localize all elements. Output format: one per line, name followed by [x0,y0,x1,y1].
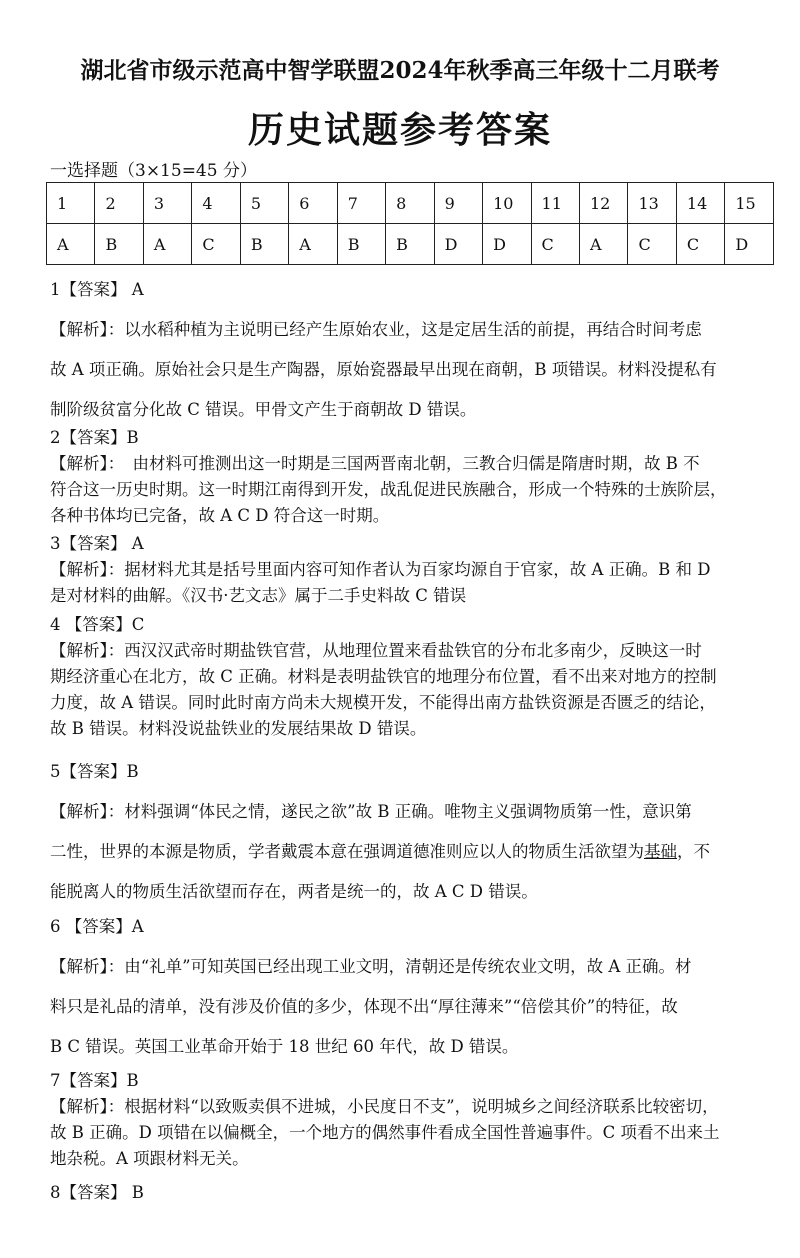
explanation-line: 能脱离人的物质生活欲望而存在，两者是统一的，故 A C D 错误。 [50,882,538,901]
question-number-cell: 9 [434,183,482,224]
document-subtitle: 历史试题参考答案 [247,109,552,151]
question-number-cell: 5 [240,183,288,224]
answer-cell: B [386,224,434,265]
question-number-cell: 6 [289,183,337,224]
question-number-cell: 10 [483,183,531,224]
underlined-word: 基础 [644,842,677,861]
explanation-text: ，不 [677,842,710,861]
question-number-cell: 2 [95,183,143,224]
question-number-cell: 3 [143,183,191,224]
answer-heading: 1【答案】 A [50,280,144,299]
answer-cell: A [289,224,337,265]
explanation-line: 地杂税。A 项跟材料无关。 [50,1149,249,1168]
answer-cell: B [337,224,385,265]
answer-cell: D [434,224,482,265]
explanation-line: 【解析】：材料强调“体民之情，遂民之欲”故 B 正确。唯物主义强调物质第一性，意识第 [50,802,692,821]
answer-cell: A [143,224,191,265]
question-number-row [47,183,774,224]
explanation-line: 故 B 正确。D 项错在以偏概全，一个地方的偶然事件看成全国性普遍事件。C 项看不出来土 [50,1123,720,1142]
question-number-cell: 1 [47,183,95,224]
explanation-line: 期经济重心在北方，故 C 正确。材料是表明盐铁官的地理分布位置，看不出来对地方的控制 [50,667,717,686]
answer-row [47,224,774,265]
answer-cell: C [676,224,724,265]
exam-title: 湖北省市级示范高中智学联盟2024年秋季高三年级十二月联考 [80,57,720,84]
explanation-line: 【解析】： 由材料可推测出这一时期是三国两晋南北朝，三教合归儒是隋唐时期，故 B 不 [50,454,700,473]
question-number-cell: 7 [337,183,385,224]
answer-cell: C [628,224,676,265]
question-number-cell: 11 [531,183,579,224]
explanation-line: 料只是礼品的清单，没有涉及价值的多少，体现不出“厚往薄来”“倍偿其价”的特征，故 [50,997,678,1016]
answer-cell: A [579,224,627,265]
explanation-line: 【解析】：据材料尤其是括号里面内容可知作者认为百家均源自于官家，故 A 正确。B 和 D [50,560,711,579]
explanation-line: 【解析】：西汉汉武帝时期盐铁官营，从地理位置来看盐铁官的分布北多南少，反映这一时 [50,641,702,660]
explanation-line: 【解析】：根据材料“以致贩卖俱不进城，小民度日不支”，说明城乡之间经济联系比较密切， [50,1097,719,1116]
answer-heading: 3【答案】 A [50,534,144,553]
answer-heading: 2【答案】B [50,428,139,447]
answer-item-3 [50,531,770,609]
explanation-line: 是对材料的曲解。《汉书·艺文志》属于二手史料故 C 错误 [50,586,467,605]
answer-heading: 4 【答案】C [50,615,145,634]
answer-cell: D [483,224,531,265]
answer-item-2 [50,425,770,529]
question-number-cell: 14 [676,183,724,224]
answer-item-5 [50,752,770,912]
explanation-line: 故 B 错误。材料没说盐铁业的发展结果故 D 错误。 [50,719,427,738]
explanation-line: 故 A 项正确。原始社会只是生产陶器，原始瓷器最早出现在商朝，B 项错误。材料没提私有 [50,360,717,379]
answer-cell: D [725,224,774,265]
answer-cell: C [192,224,240,265]
answer-heading: 8【答案】 B [50,1183,144,1202]
answer-cell: B [95,224,143,265]
explanation-line: 力度，故 A 错误。同时此时南方尚未大规模开发，不能得出南方盐铁资源是否匮乏的结论， [50,693,716,712]
answer-cell: C [531,224,579,265]
answer-heading: 6 【答案】A [50,917,144,936]
explanation-line: 制阶级贫富分化故 C 错误。甲骨文产生于商朝故 D 错误。 [50,400,477,419]
answer-heading: 5【答案】B [50,762,139,781]
answer-cell: B [240,224,288,265]
explanation-text: 二性，世界的本源是物质，学者戴震本意在强调道德准则应以人的物质生活欲望为 [50,842,644,861]
question-number-cell: 13 [628,183,676,224]
explanation-line: 各种书体均已完备，故 A C D 符合这一时期。 [50,506,390,525]
explanation-line: B C 错误。英国工业革命开始于 18 世纪 60 年代，故 D 错误。 [50,1037,519,1056]
section-heading: 一选择题（3×15=45 分） [50,161,257,181]
answer-item-4 [50,612,770,742]
explanation-line: 符合这一历史时期。这一时期江南得到开发，战乱促进民族融合，形成一个特殊的士族阶层， [50,480,727,499]
explanation-line: 【解析】：以水稻种植为主说明已经产生原始农业，这是定居生活的前提，再结合时间考虑 [50,320,702,339]
answer-cell: A [47,224,95,265]
question-number-cell: 12 [579,183,627,224]
question-number-cell: 4 [192,183,240,224]
answer-item-1 [50,270,770,430]
answer-table [46,182,774,265]
question-number-cell: 15 [725,183,774,224]
question-number-cell: 8 [386,183,434,224]
answer-heading: 7【答案】B [50,1071,139,1090]
explanation-line [50,832,770,872]
answer-item-7 [50,1068,770,1172]
answer-item-8 [50,1180,770,1206]
answer-item-6 [50,907,770,1067]
explanation-line: 【解析】：由“礼单”可知英国已经出现工业文明，清朝还是传统农业文明，故 A 正确。材 [50,957,692,976]
